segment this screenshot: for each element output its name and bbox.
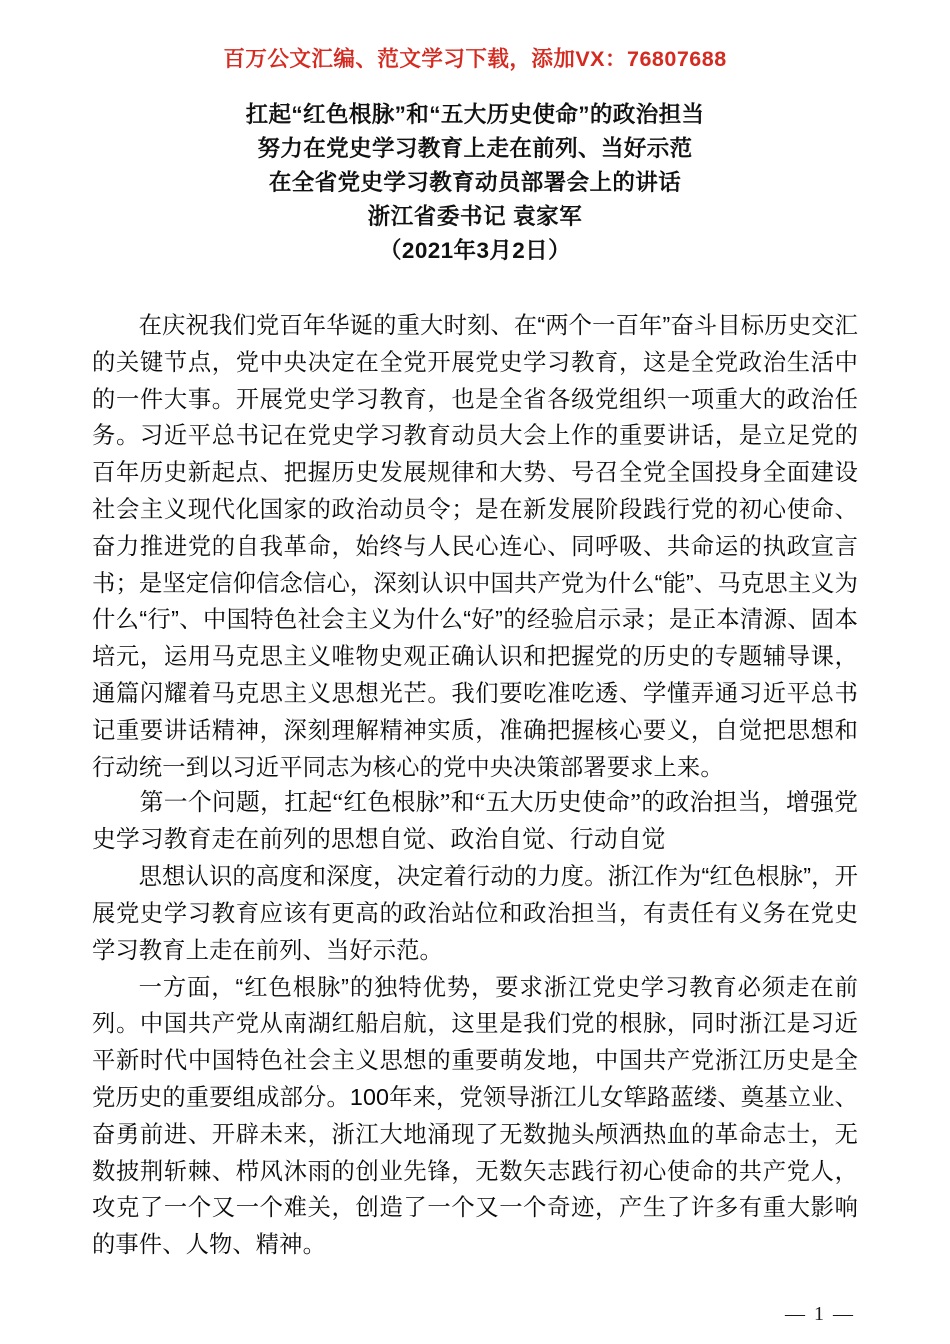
body-paragraph: 在庆祝我们党百年华诞的重大时刻、在“两个一百年”奋斗目标历史交汇的关键节点，党中央决定在全党开展党史学习教育，这是全党政治生活中的一件大事。开展党史学习教育，也是全省各级党组织一项重大的政治任务。习近平总书记在党史学习教育动员大会上作的重要讲话，是立足党的百年历史新起点、把握历史发展规律和大势、号召全党全国投身全面建设社会主义现代化国家的政治动员令；是在新发展阶段践行党的初心使命、奋力推进党的自我革命，始终与人民心连心、同呼吸、共命运的执政宣言书；是坚定信仰信念信心，深刻认识中国共产党为什么“能”、马克思主义为什么“行”、中国特色社会主义为什么“好”的经验启示录；是正本清源、固本培元，运用马克思主义唯物史观正确认识和把握党的历史的专题辅导课，通篇闪耀着马克思主义思想光芒。我们要吃准吃透、学懂弄通习近平总书记重要讲话精神，深刻理解精神实质，准确把握核心要义，自觉把思想和行动统一到以习近平同志为核心的党中央决策部署要求上来。	[92, 312, 858, 780]
document-title-line-2: 努力在党史学习教育上走在前列、当好示范	[257, 136, 693, 161]
page-footer	[0, 1303, 950, 1326]
body-subheading-paragraph: 第一个问题，扛起“红色根脉”和“五大历史使命”的政治担当，增强党史学习教育走在前列的思想自觉、政治自觉、行动自觉	[92, 790, 858, 853]
page-number: — 1 —	[785, 1303, 855, 1325]
document-title-line-1: 扛起“红色根脉”和“五大历史使命”的政治担当	[245, 102, 705, 127]
title-block	[70, 98, 880, 268]
document-body	[92, 307, 858, 1263]
document-title-line-3: 在全省党史学习教育动员部署会上的讲话	[268, 170, 682, 195]
document-date: （2021年3月2日）	[379, 238, 571, 263]
promo-banner: 百万公文汇编、范文学习下载，添加VX：76807688	[223, 47, 727, 71]
document-speaker: 浙江省委书记 袁家军	[367, 204, 583, 229]
body-paragraph: 思想认识的高度和深度，决定着行动的力度。浙江作为“红色根脉”，开展党史学习教育应该有更高的政治站位和政治担当，有责任有义务在党史学习教育上走在前列、当好示范。	[92, 863, 858, 963]
body-paragraph: 一方面，“红色根脉”的独特优势，要求浙江党史学习教育必须走在前列。中国共产党从南湖红船启航，这里是我们党的根脉，同时浙江是习近平新时代中国特色社会主义思想的重要萌发地，中国共产党浙江历史是全党历史的重要组成部分。100年来，党领导浙江儿女筚路蓝缕、奠基立业、奋勇前进、开辟未来，浙江大地涌现了无数抛头颅洒热血的革命志士，无数披荆斩棘、栉风沐雨的创业先锋，无数矢志践行初心使命的共产党人，攻克了一个又一个难关，创造了一个又一个奇迹，产生了许多有重大影响的事件、人物、精神。	[92, 973, 858, 1258]
